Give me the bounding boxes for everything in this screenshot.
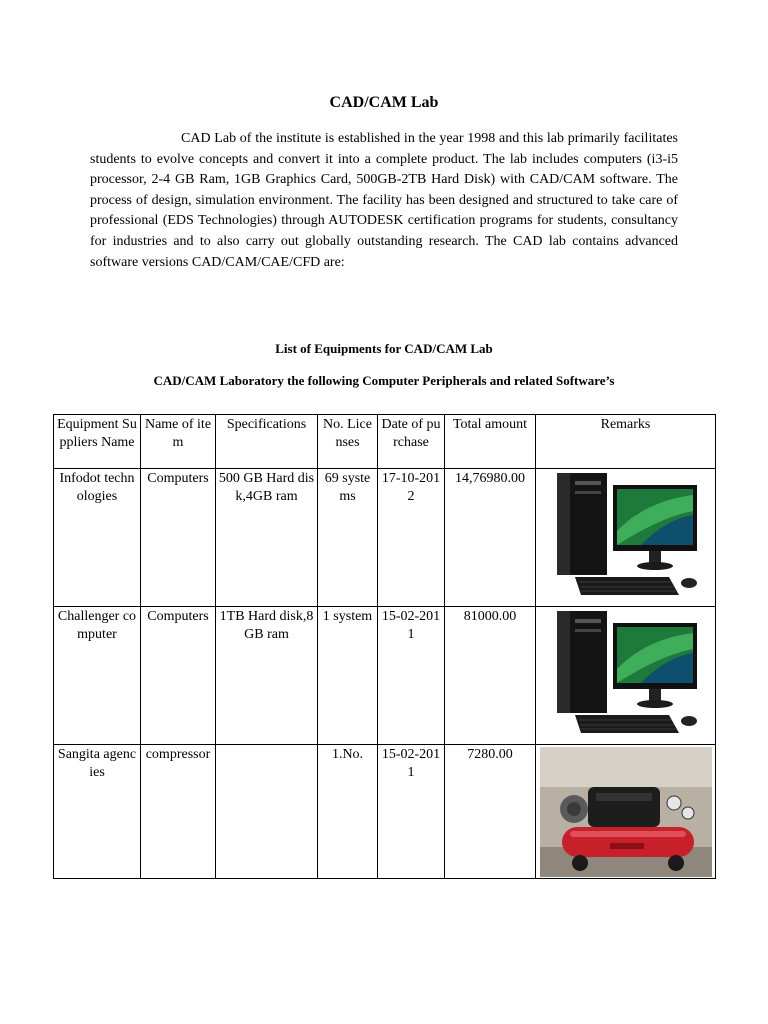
table-row	[54, 469, 716, 607]
cell-item: Computers	[141, 469, 216, 607]
cell-supplier: Infodot technologies	[54, 469, 141, 607]
cell-spec: 1TB Hard disk,8GB ram	[216, 607, 318, 745]
desktop-computer-image	[551, 609, 701, 743]
header-amount: Total amount	[445, 415, 536, 469]
cell-item: Computers	[141, 607, 216, 745]
page-title: CAD/CAM Lab	[329, 94, 439, 111]
equipment-table	[53, 414, 716, 879]
cell-remarks	[536, 469, 716, 607]
table-header-row	[54, 415, 716, 469]
cell-amount: 81000.00	[445, 607, 536, 745]
cell-supplier: Challenger computer	[54, 607, 141, 745]
cell-date: 15-02-2011	[378, 745, 445, 879]
cell-licenses: 1 system	[318, 607, 378, 745]
air-compressor-image	[540, 747, 712, 877]
header-specifications: Specifications	[216, 415, 318, 469]
sub-heading: CAD/CAM Laboratory the following Computer Peripherals and related Software’s	[153, 373, 615, 388]
cell-remarks	[536, 607, 716, 745]
cell-spec	[216, 745, 318, 879]
table-row	[54, 607, 716, 745]
cell-date: 15-02-2011	[378, 607, 445, 745]
header-remarks: Remarks	[536, 415, 716, 469]
cell-licenses: 1.No.	[318, 745, 378, 879]
desktop-computer-image	[551, 471, 701, 605]
intro-paragraph: CAD Lab of the institute is established in the year 1998 and this lab primarily facilitates students to evolve concepts and convert it into a complete product. The lab includes computers (i3-i5 processor, 2-4 GB Ram, 1GB Graphics Card, 500GB-2TB Hard Disk) with CAD/CAM software. The process of design, simulation environment. The facility has been designed and structured to take care of professional (EDS Technologies) through AUTODESK certification programs for students, consultancy for industries and to also carry out globally outstanding research. The CAD lab contains advanced software versions CAD/CAM/CAE/CFD are:	[90, 131, 678, 270]
header-date: Date of purchase	[378, 415, 445, 469]
header-licenses: No. Licenses	[318, 415, 378, 469]
cell-date: 17-10-2012	[378, 469, 445, 607]
cell-spec: 500 GB Hard disk,4GB ram	[216, 469, 318, 607]
cell-amount: 14,76980.00	[445, 469, 536, 607]
cell-licenses: 69 systems	[318, 469, 378, 607]
list-heading: List of Equipments for CAD/CAM Lab	[275, 341, 493, 356]
table-row	[54, 745, 716, 879]
header-item: Name of item	[141, 415, 216, 469]
cell-item: compressor	[141, 745, 216, 879]
cell-remarks	[536, 745, 716, 879]
cell-supplier: Sangita agencies	[54, 745, 141, 879]
header-supplier: Equipment Suppliers Name	[54, 415, 141, 469]
cell-amount: 7280.00	[445, 745, 536, 879]
